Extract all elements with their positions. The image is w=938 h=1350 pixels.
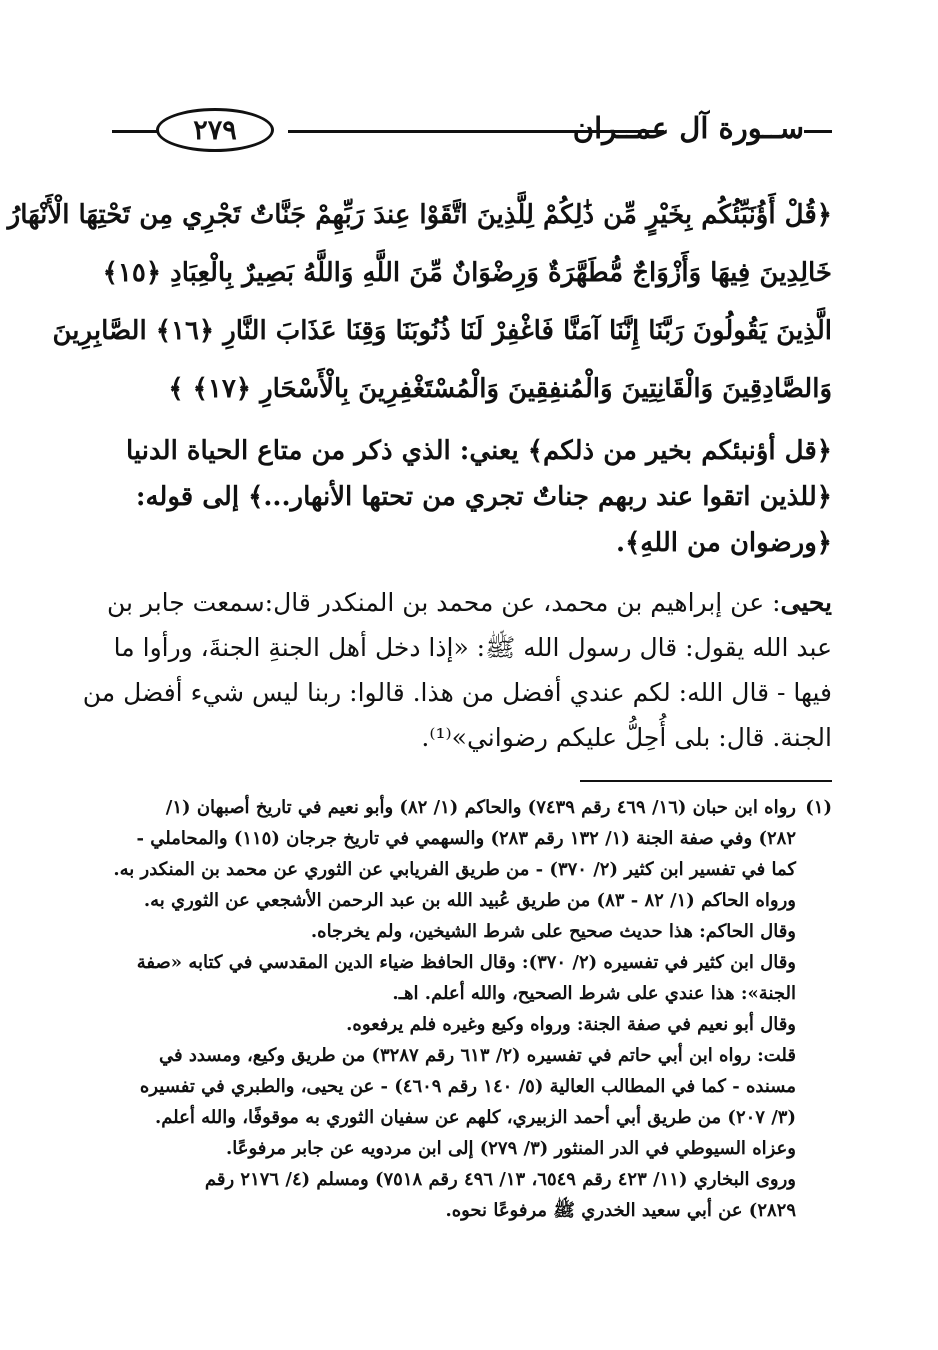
hadith-paragraph [82,580,832,760]
footnote-line: قلت: رواه ابن أبي حاتم في تفسيره (٢/ ٦١٣ رقم ٣٢٨٧) من طريق وكيع، ومسدد في [158,1045,796,1066]
hadith-line: عبد الله يقول: قال رسول الله ﷺ: «إذا دخل أهل الجنةِ الجنةَ، ورأوا ما [113,633,832,662]
footnotes [112,792,832,1226]
footnote-line: مسنده - كما في المطالب العالية (٥/ ١٤٠ رقم ٤٦٠٩) - عن يحيى، والطبري في تفسيره [139,1076,796,1097]
footnote-line: كما في تفسير ابن كثير (٢/ ٣٧٠) - من طريق الفريابي عن الثوري عن محمد بن المنكدر به. [113,859,796,880]
footnote-line: وعزاه السيوطي في الدر المنثور (٣/ ٢٧٩) إلى ابن مردويه عن جابر مرفوعًا. [226,1138,796,1159]
page-header [112,104,832,158]
narrator-name: يحيى [780,588,832,617]
commentary-line: ﴿للذين اتقوا عند ربهم جناتٌ تجري من تحتها الأنهار...﴾ إلى قوله: [135,482,832,512]
quran-line: ﴿قُلْ أَؤُنَبِّئُكُم بِخَيْرٍ مِّن ذَٰلِكُمْ لِلَّذِينَ اتَّقَوْا عِندَ رَبِّهِمْ جَنَّاتٌ تَجْرِي مِن تَحْتِهَا الْأَنْهَارُ [7,200,832,230]
commentary [112,428,832,566]
footnote-line: ورواه الحاكم (١/ ٨٢ - ٨٣) من طريق عُبيد الله بن عبد الرحمن الأشجعي عن الثوري به. [143,890,796,911]
quran-line: خَالِدِينَ فِيهَا وَأَزْوَاجٌ مُّطَهَّرَةٌ وَرِضْوَانٌ مِّنَ اللَّهِ وَاللَّهُ بَصِيرٌ بِالْعِبَادِ ﴿١٥﴾ [102,258,832,288]
footnote-line: وقال ابن كثير في تفسيره (٢/ ٣٧٠): وقال الحافظ ضياء الدين المقدسي في كتابه «صفة [136,952,796,973]
footnote-text: رواه ابن حبان (١٦/ ٤٦٩ رقم ٧٤٣٩) والحاكم (١/ ٨٢) وأبو نعيم في تاريخ أصبهان (١/ [165,797,796,818]
footnote-line: وروى البخاري (١١/ ٤٢٣ رقم ٦٥٤٩، ١٣/ ٤٩٦ رقم ٧٥١٨) ومسلم (٤/ ٢١٧٦ رقم [204,1169,796,1190]
footnote-line: (٣/ ٢٠٧) من طريق أبي أحمد الزبيري، كلهم عن سفيان الثوري به موقوفًا، والله أعلم. [154,1107,796,1128]
hadith-line: فيها - قال الله: لكم عندي أفضل من هذا. قالوا: ربنا ليس شيء أفضل من [82,678,832,707]
footnote-line: وقال أبو نعيم في صفة الجنة: ورواه وكيع وغيره فلم يرفعوه. [346,1014,796,1035]
footnote-line: وقال الحاكم: هذا حديث صحيح على شرط الشيخين، ولم يخرجاه. [310,921,796,942]
surah-title: ســورة آل عمــران [664,106,804,150]
hadith-text: : عن إبراهيم بن محمد، عن محمد بن المنكدر قال:سمعت جابر بن [106,588,781,617]
commentary-line: ﴿قل أؤنبئكم بخير من ذلكم﴾ يعني: الذي ذكر من متاع الحياة الدنيا [126,436,832,466]
footnote-marker: (١) [805,797,832,818]
commentary-line: ﴿ورضوان من اللهِ﴾. [616,528,832,558]
quran-line: وَالصَّادِقِينَ وَالْقَانِتِينَ وَالْمُنفِقِينَ وَالْمُسْتَغْفِرِينَ بِالْأَسْحَارِ ﴿١٧﴾ ﴾ [168,374,832,404]
page-number: ٢٧٩ [156,108,274,152]
hadith-line: الجنة. قال: بلى أُحِلُّ عليكم رضواني»⁽¹⁾. [421,723,832,752]
footnote-line: ٢٨٢٩) عن أبي سعيد الخدري ﷺ مرفوعًا نحوه. [445,1200,796,1221]
footnote-separator [580,780,832,782]
footnote-line [112,792,832,823]
quran-verses [7,186,832,418]
footnote-line: ٢٨٢) وفي صفة الجنة (١/ ١٣٢ رقم ٢٨٣) والسهمي في تاريخ جرجان (١١٥) والمحاملي - [136,828,796,849]
quran-line: الَّذِينَ يَقُولُونَ رَبَّنَا إِنَّنَا آمَنَّا فَاغْفِرْ لَنَا ذُنُوبَنَا وَقِنَا عَذَابَ النَّارِ ﴿١٦﴾ الصَّابِرِينَ [52,316,832,346]
hadith-line [106,580,832,625]
footnote-line: الجنة»: هذا عندي على شرط الصحيح، والله أعلم. اهـ. [392,983,796,1004]
